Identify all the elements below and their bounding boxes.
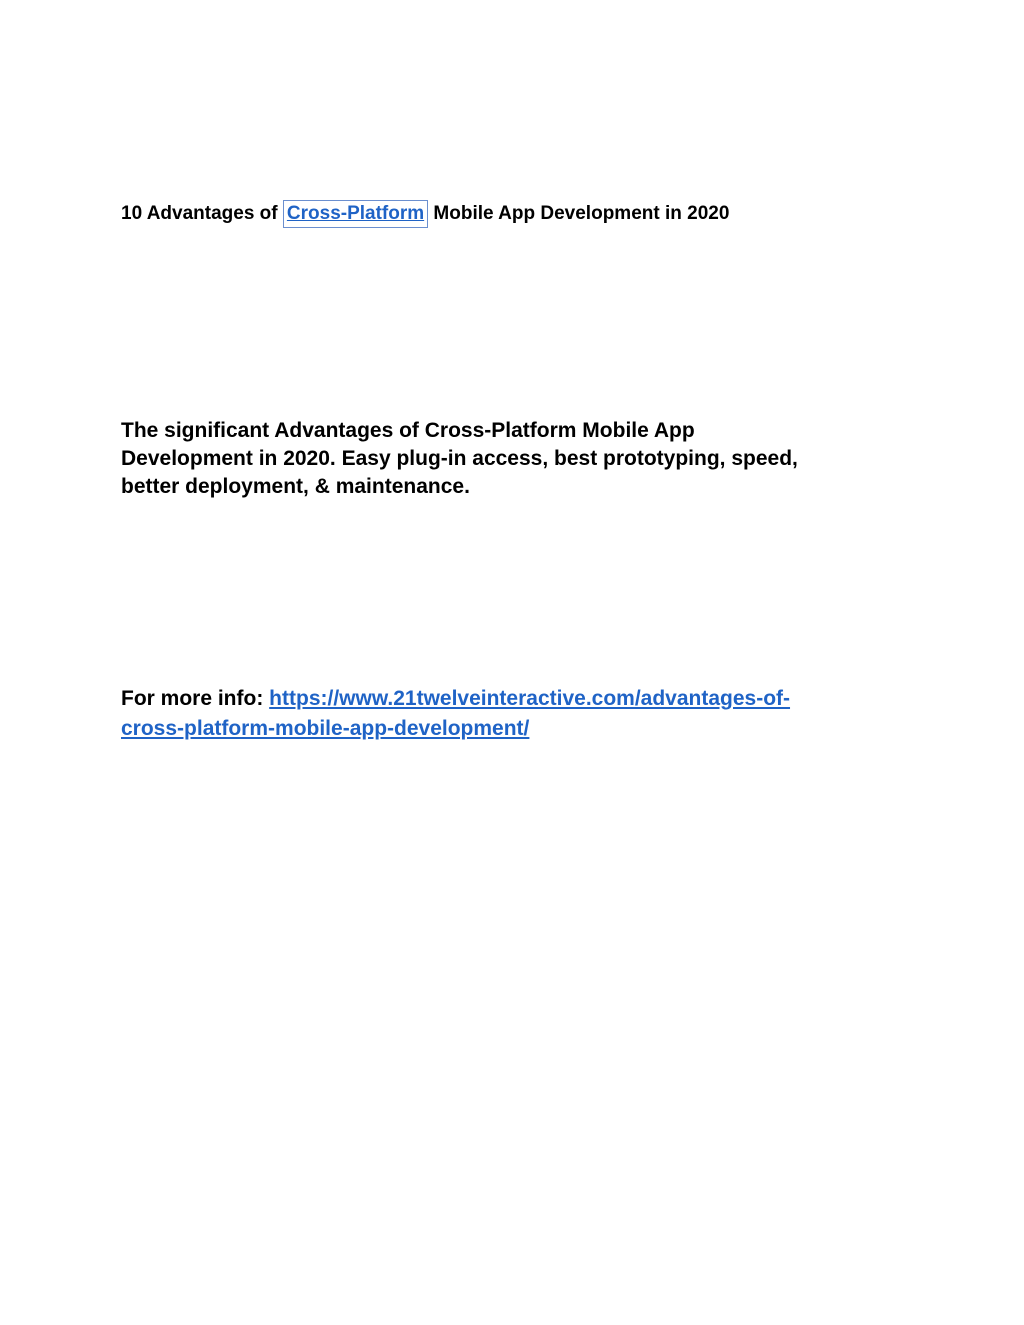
summary-line: Development in 2020. Easy plug-in access, best prototyping, speed, [121, 447, 798, 470]
summary-line: better deployment, & maintenance. [121, 475, 470, 498]
article-url-link-part-1[interactable]: https://www.21twelveinteractive.com/advantages-of- [269, 687, 791, 710]
summary-line: The significant Advantages of Cross-Platform Mobile App [121, 419, 695, 442]
more-info-label: For more info: [121, 687, 270, 710]
summary-paragraph [121, 417, 901, 501]
title-prefix: 10 Advantages of [121, 203, 283, 224]
document-title [121, 199, 901, 229]
more-info-paragraph [121, 684, 901, 744]
cross-platform-link[interactable]: Cross-Platform [283, 200, 428, 228]
article-url-link-part-2[interactable]: cross-platform-mobile-app-development/ [121, 717, 530, 740]
title-suffix: Mobile App Development in 2020 [428, 203, 730, 224]
